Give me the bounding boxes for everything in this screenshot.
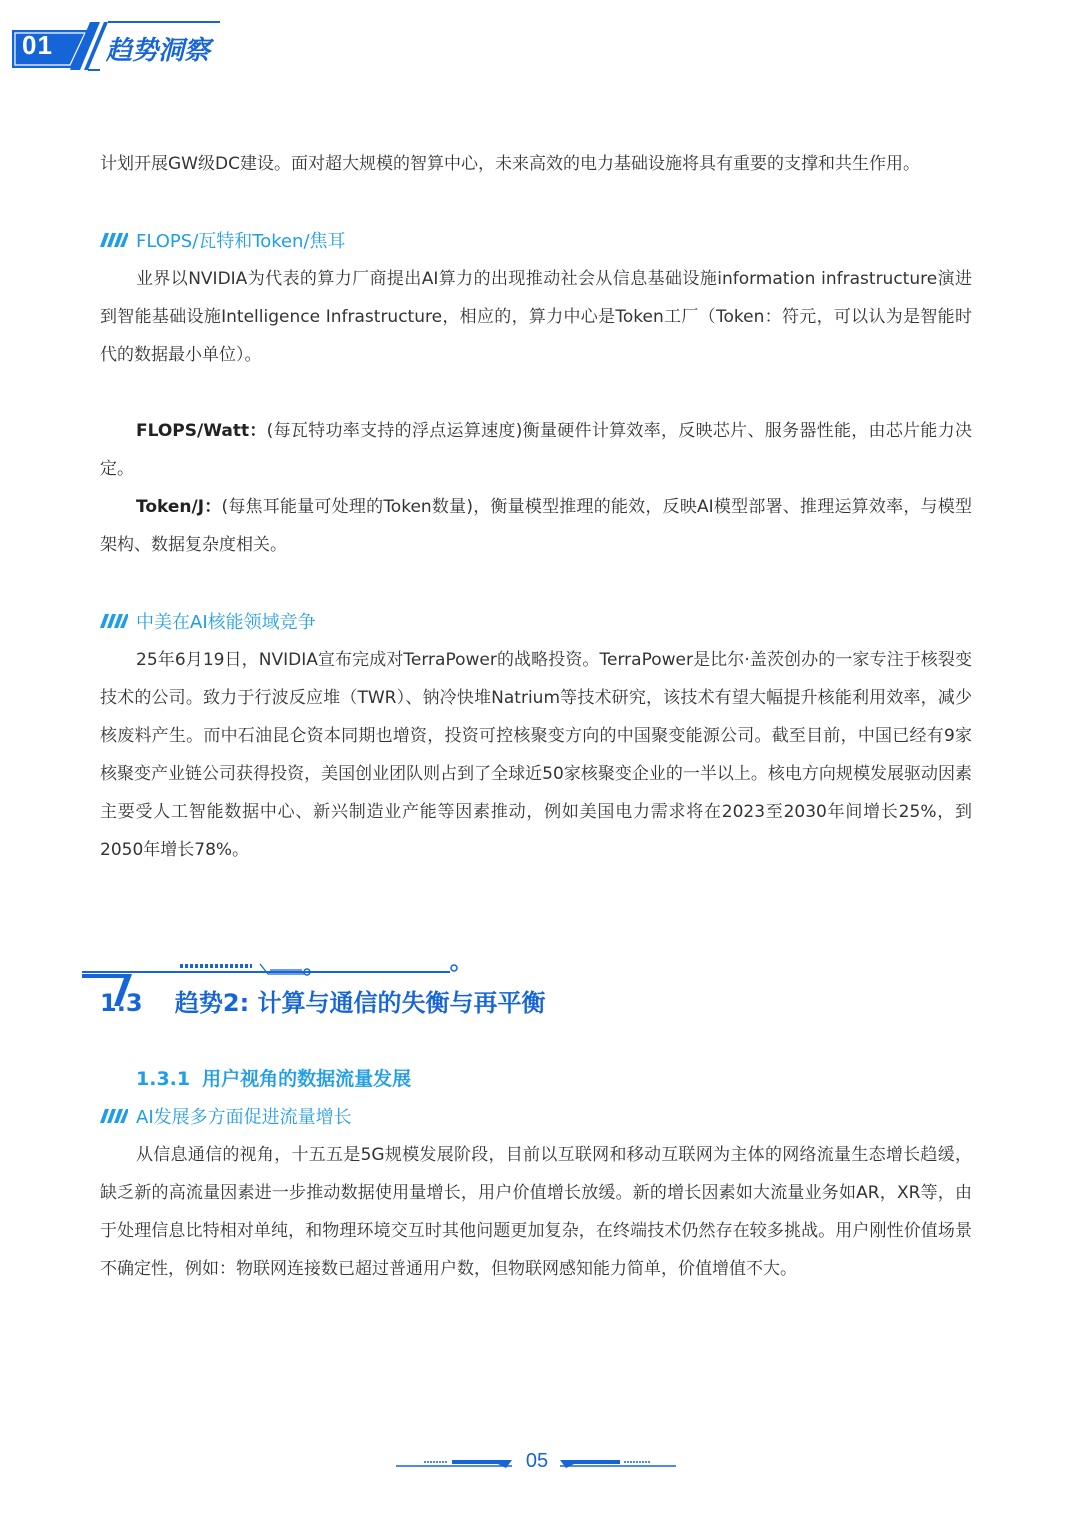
slashes-icon bbox=[100, 614, 128, 628]
chapter-title: 趋势洞察 bbox=[106, 36, 211, 66]
subheading-nuclear bbox=[100, 606, 316, 636]
intro-paragraph: 计划开展GW级DC建设。面对超大规模的智算中心，未来高效的电力基础设施将具有重要的支撑和共生作用。 bbox=[100, 154, 920, 174]
subheading-nuclear-text: 中美在AI核能领域竞争 bbox=[136, 612, 316, 633]
token-j-paragraph bbox=[100, 488, 972, 564]
subheading-traffic-text: AI发展多方面促进流量增长 bbox=[136, 1107, 352, 1128]
flops-watt-text: (每瓦特功率支持的浮点运算速度)衡量硬件计算效率，反映芯片、服务器性能，由芯片能力决定。 bbox=[100, 421, 973, 479]
chapter-number: 01 bbox=[22, 30, 53, 60]
nuclear-paragraph: 25年6月19日，NVIDIA宣布完成对TerraPower的战略投资。TerraPower是比尔·盖茨创办的一家专注于核裂变技术的公司。致力于行波反应堆（TWR）、钠冷快堆Natrium等技术研究，该技术有望大幅提升核能利用效率，减少核废料产生。而中石油昆仑资本同期也增资，投资可控核聚变方向的中国聚变能源公司。截至目前，中国已经有9家核聚变产业链公司获得投资，美国创业团队则占到了全球近50家核聚变企业的一半以上。核电方向规模发展驱动因素主要受人工智能数据中心、新兴制造业产能等因素推动，例如美国电力需求将在2023至2030年间增长25%，到2050年增长78%。 bbox=[100, 650, 972, 860]
subsection-number: 1.3.1 bbox=[136, 1068, 191, 1090]
page-number: 05 bbox=[525, 1450, 549, 1472]
traffic-paragraph: 从信息通信的视角，十五五是5G规模发展阶段，目前以互联网和移动互联网为主体的网络流量生态增长趋缓，缺乏新的高流量因素进一步推动数据使用量增长，用户价值增长放缓。新的增长因素如大流量业务如AR，XR等，由于处理信息比特相对单纯，和物理环境交互时其他问题更加复杂，在终端技术仍然存在较多挑战。用户刚性价值场景不确定性，例如：物联网连接数已超过普通用户数，但物联网感知能力简单，价值增值不大。 bbox=[100, 1145, 972, 1279]
subsection-title: 用户视角的数据流量发展 bbox=[202, 1068, 412, 1090]
slashes-icon bbox=[100, 233, 128, 247]
subheading-traffic bbox=[100, 1101, 352, 1131]
section-heading bbox=[100, 983, 546, 1018]
chapter-header bbox=[0, 0, 260, 80]
subsection-heading bbox=[136, 1064, 411, 1091]
token-j-text: (每焦耳能量可处理的Token数量)，衡量模型推理的能效，反映AI模型部署、推理运算效率，与模型架构、数据复杂度相关。 bbox=[100, 497, 972, 555]
section-number: 1.3 bbox=[100, 989, 143, 1017]
subheading-flops-text: FLOPS/瓦特和Token/焦耳 bbox=[136, 231, 346, 252]
token-j-term: Token/J： bbox=[136, 497, 222, 517]
flops-watt-paragraph bbox=[100, 412, 972, 488]
slashes-icon bbox=[100, 1109, 128, 1123]
flops-watt-term: FLOPS/Watt： bbox=[136, 421, 267, 441]
section-title: 趋势2: 计算与通信的失衡与再平衡 bbox=[174, 989, 546, 1017]
flops-paragraph: 业界以NVIDIA为代表的算力厂商提出AI算力的出现推动社会从信息基础设施information infrastructure演进到智能基础设施Intelligence Infrastructure，相应的，算力中心是Token工厂（Token：符元，可以认为是智能时代的数据最小单位）。 bbox=[100, 269, 972, 365]
subheading-flops bbox=[100, 225, 346, 255]
